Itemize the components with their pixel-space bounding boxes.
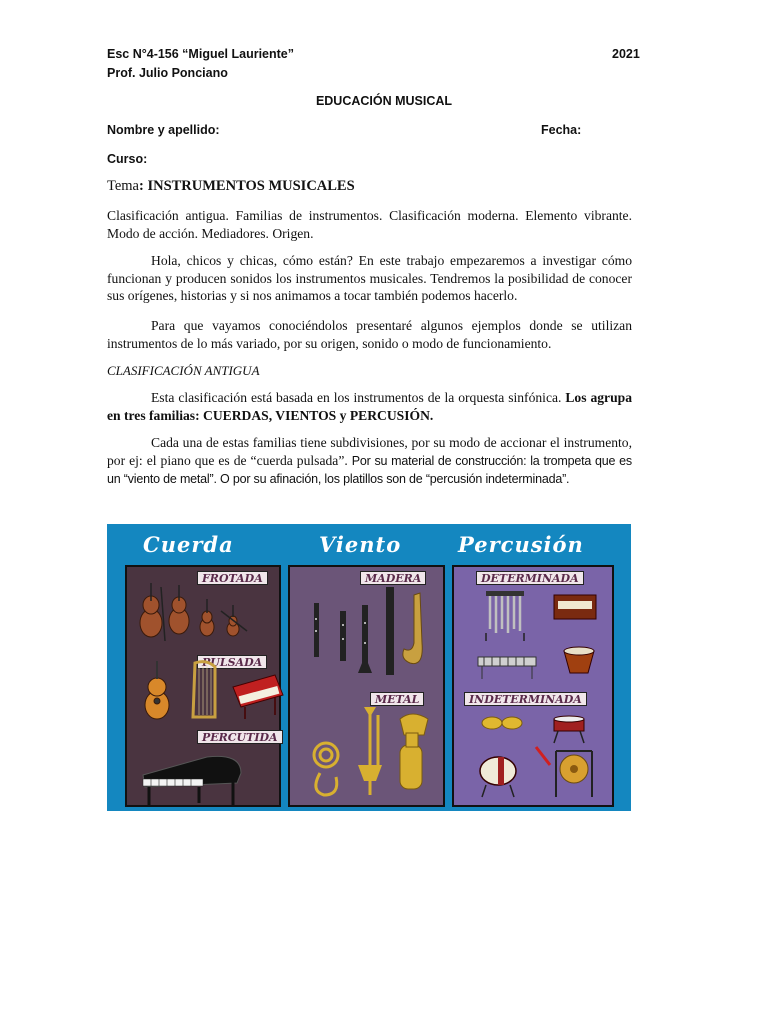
tag-determinada: DETERMINADA xyxy=(476,571,584,585)
classification-text: Esta clasificación está basada en los instrumentos de la orquesta sinfónica. xyxy=(151,390,566,405)
date-label: Fecha: xyxy=(541,123,582,137)
topic-value: : INSTRUMENTOS MUSICALES xyxy=(139,178,355,194)
section-title: CLASIFICACIÓN ANTIGUA xyxy=(107,363,260,378)
piano-icon xyxy=(137,749,247,807)
tag-pulsada: PULSADA xyxy=(197,655,267,669)
teacher-name: Prof. Julio Ponciano xyxy=(107,66,228,80)
paragraph-classification xyxy=(107,389,632,424)
subject-title: EDUCACIÓN MUSICAL xyxy=(315,94,453,108)
topic-line xyxy=(107,178,355,195)
school-name: Esc N°4-156 “Miguel Lauriente” xyxy=(107,47,294,61)
course-label: Curso: xyxy=(107,152,148,166)
paragraph-subdivisions xyxy=(107,434,632,489)
column-title-cuerda: Cuerda xyxy=(143,532,234,557)
name-label: Nombre y apellido: xyxy=(107,123,220,137)
woodwind-icon xyxy=(300,583,440,683)
subdivisions-text: Cada una de estas familias tiene subdivisiones, por su modo de accionar el instrumento, por ej: el piano que es de “cuerda pulsada”. xyxy=(107,435,632,468)
tag-percutida: PERCUTIDA xyxy=(197,730,283,744)
tag-metal: METAL xyxy=(370,692,424,706)
paragraph-greeting: Hola, chicos y chicas, cómo están? En este trabajo empezaremos a investigar cómo funcionan y producen sonidos los instrumentos musicales. Tendremos la posibilidad de conocer sus orígenes, historias y si nos animamos a tocar también podemos hacerlo. xyxy=(107,253,632,303)
classification-families: Los agrupa en tres familias: CUERDAS, VIENTOS y PERCUSIÓN. xyxy=(107,390,632,423)
tag-frotada: FROTADA xyxy=(197,571,268,585)
subdivisions-text-condensed: Por su material de construcción: la trompeta que es un “viento de metal”. O por su afinación, los platillos son de “percusión indeterminada”. xyxy=(107,453,632,486)
paragraph-examples: Para que vayamos conociéndolos presentaré algunos ejemplos donde se utilizan instrumentos de lo más variado, por su origen, sonido o modo de funcionamiento. xyxy=(107,318,632,351)
paragraph-intro: Clasificación antigua. Familias de instrumentos. Clasificación moderna. Elemento vibrante. Modo de acción. Mediadores. Origen. xyxy=(107,208,632,241)
tag-indeterminada: INDETERMINADA xyxy=(464,692,587,706)
topic-label: Tema xyxy=(107,178,139,194)
column-title-percusion: Percusión xyxy=(458,532,584,557)
brass-icon xyxy=(300,705,440,805)
panel-percusion xyxy=(452,565,614,807)
tag-madera: MADERA xyxy=(360,571,426,585)
untuned-percussion-icon xyxy=(462,707,612,803)
panel-cuerda xyxy=(125,565,281,807)
panel-viento xyxy=(288,565,445,807)
bowed-strings-icon xyxy=(137,581,257,645)
tuned-percussion-icon xyxy=(462,587,612,687)
year: 2021 xyxy=(612,47,640,61)
plucked-strings-icon xyxy=(135,657,285,723)
instrument-families-figure xyxy=(107,524,631,811)
column-title-viento: Viento xyxy=(319,532,402,557)
